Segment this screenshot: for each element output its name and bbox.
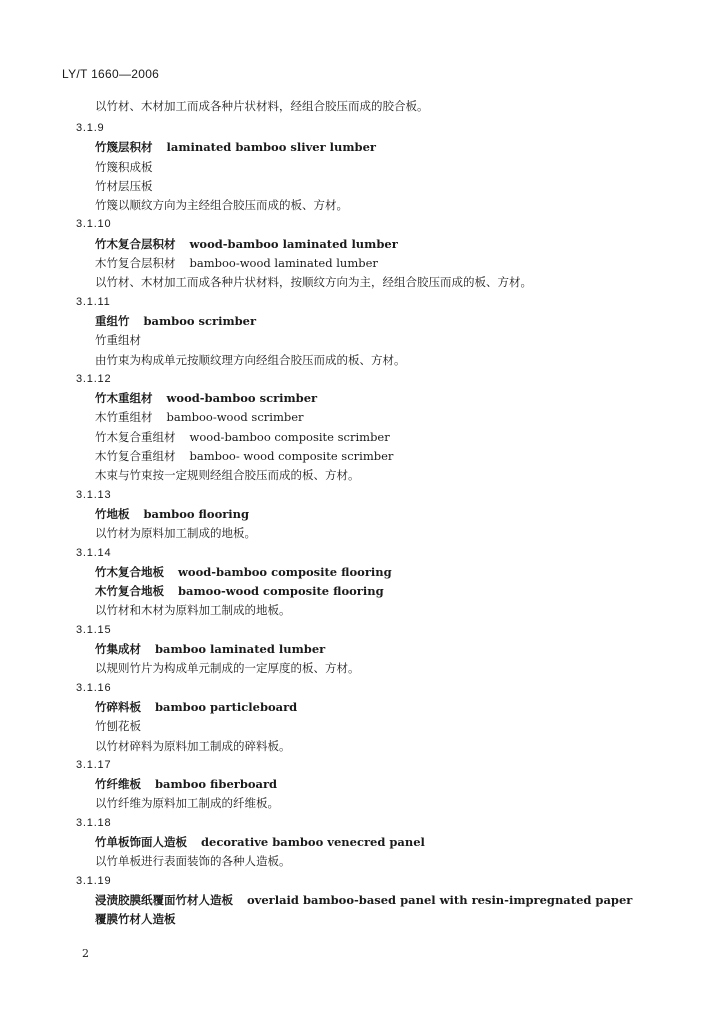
term-en: decorative bamboo venecred panel: [201, 834, 425, 849]
term-entry: [0, 215, 701, 292]
continued-definition: 以竹材、木材加工而成各种片状材料，经组合胶压而成的胶合板。: [95, 99, 429, 113]
definition-text: 竹篾以顺纹方向为主经组合胶压而成的板、方材。: [95, 198, 348, 213]
clause-number: 3.1.18: [76, 816, 112, 829]
term-entry: [0, 756, 701, 814]
definition-text: 由竹束为构成单元按顺纹理方向经组合胶压而成的板、方材。: [95, 352, 406, 367]
term-heading: [0, 833, 701, 852]
synonym-zh: 木竹重组材: [95, 410, 153, 425]
term-en: bamboo particleboard: [155, 699, 298, 714]
definition-text: 以竹单板进行表面装饰的各种人造板。: [95, 854, 291, 869]
page-number: 2: [82, 947, 89, 960]
term-heading: [0, 505, 701, 524]
term-zh: 覆膜竹材人造板: [95, 912, 176, 927]
clause-number: 3.1.16: [76, 681, 112, 694]
synonym-line: [0, 331, 701, 350]
term-heading-alt: [0, 910, 701, 929]
term-zh: 竹木重组材: [95, 391, 153, 406]
term-zh: 竹碎料板: [95, 699, 141, 714]
synonym-line: [0, 158, 701, 177]
term-entry: [0, 814, 701, 872]
term-entry: [0, 544, 701, 621]
term-entry: [0, 621, 701, 679]
term-en: wood-bamboo scrimber: [166, 391, 318, 406]
term-heading: [0, 235, 701, 254]
term-zh: 竹地板: [95, 506, 130, 521]
clause-number: 3.1.15: [76, 623, 112, 636]
synonym-line: [0, 408, 701, 427]
synonym-zh: 竹材层压板: [95, 178, 153, 193]
term-en: bamboo scrimber: [143, 313, 257, 328]
synonym-zh: 木竹复合重组材: [95, 449, 176, 464]
synonym-zh: 木竹复合层积材: [95, 256, 176, 271]
term-zh: 竹篾层积材: [95, 140, 153, 155]
definition-text: 以竹材碎料为原料加工制成的碎料板。: [95, 738, 291, 753]
synonym-zh: 竹重组材: [95, 333, 141, 348]
clause-number: 3.1.11: [76, 295, 111, 308]
clause-number: 3.1.10: [76, 218, 112, 231]
clause-number: 3.1.12: [76, 372, 112, 385]
term-en: wood-bamboo laminated lumber: [189, 236, 398, 251]
term-entry: [0, 679, 701, 756]
clause-number: 3.1.19: [76, 874, 112, 887]
definition-text: 以竹材和木材为原料加工制成的地板。: [95, 603, 291, 618]
term-heading: [0, 640, 701, 659]
definition-text: 木束与竹束按一定规则经组合胶压而成的板、方材。: [95, 468, 360, 483]
term-heading: [0, 698, 701, 717]
term-zh: 竹单板饰面人造板: [95, 834, 187, 849]
term-entry: [0, 119, 701, 215]
term-entry: [0, 370, 701, 486]
synonym-en: wood-bamboo composite scrimber: [189, 429, 390, 444]
term-heading: [0, 775, 701, 794]
clause-number: 3.1.17: [76, 758, 112, 771]
term-heading-alt: [0, 582, 701, 601]
synonym-en: bamboo-wood laminated lumber: [189, 256, 378, 271]
definition-text: 以规则竹片为构成单元制成的一定厚度的板、方材。: [95, 661, 360, 676]
term-en: bamboo flooring: [143, 506, 250, 521]
term-en: wood-bamboo composite flooring: [178, 564, 392, 579]
definition-text: 以竹材为原料加工制成的地板。: [95, 526, 256, 541]
term-zh: 竹纤维板: [95, 777, 141, 792]
term-entry: [0, 872, 701, 930]
term-heading: [0, 312, 701, 331]
synonym-line: [0, 177, 701, 196]
term-en: bamboo fiberboard: [155, 777, 278, 792]
clause-number: 3.1.13: [76, 488, 112, 501]
term-zh: 竹集成材: [95, 642, 141, 657]
term-en: overlaid bamboo-based panel with resin-impregnated paper: [247, 892, 633, 907]
synonym-line: [0, 254, 701, 273]
definition-text: 以竹纤维为原料加工制成的纤维板。: [95, 796, 279, 811]
synonym-zh: 竹刨花板: [95, 719, 141, 734]
term-zh: 竹木复合地板: [95, 564, 164, 579]
clause-number: 3.1.9: [76, 122, 105, 134]
term-heading: [0, 563, 701, 582]
synonym-line: [0, 428, 701, 447]
term-heading: [0, 389, 701, 408]
term-en: laminated bamboo sliver lumber: [166, 140, 376, 155]
synonym-zh: 竹木复合重组材: [95, 429, 176, 444]
term-zh: 木竹复合地板: [95, 584, 164, 599]
term-en: bamoo-wood composite flooring: [178, 584, 384, 599]
clause-number: 3.1.14: [76, 546, 112, 559]
term-zh: 浸渍胶膜纸覆面竹材人造板: [95, 892, 233, 907]
standard-code-header: LY/T 1660—2006: [62, 67, 160, 81]
definition-text: 以竹材、木材加工而成各种片状材料，按顺纹方向为主，经组合胶压而成的板、方材。: [95, 275, 532, 290]
synonym-line: [0, 717, 701, 736]
synonym-en: bamboo- wood composite scrimber: [189, 449, 394, 464]
term-entries: [0, 119, 701, 929]
term-entry: [0, 293, 701, 370]
term-zh: 竹木复合层积材: [95, 236, 176, 251]
term-heading: [0, 138, 701, 157]
synonym-en: bamboo-wood scrimber: [166, 410, 304, 425]
term-entry: [0, 486, 701, 544]
term-heading: [0, 891, 701, 910]
term-en: bamboo laminated lumber: [155, 642, 326, 657]
synonym-zh: 竹篾积成板: [95, 159, 153, 174]
synonym-line: [0, 447, 701, 466]
term-zh: 重组竹: [95, 313, 130, 328]
